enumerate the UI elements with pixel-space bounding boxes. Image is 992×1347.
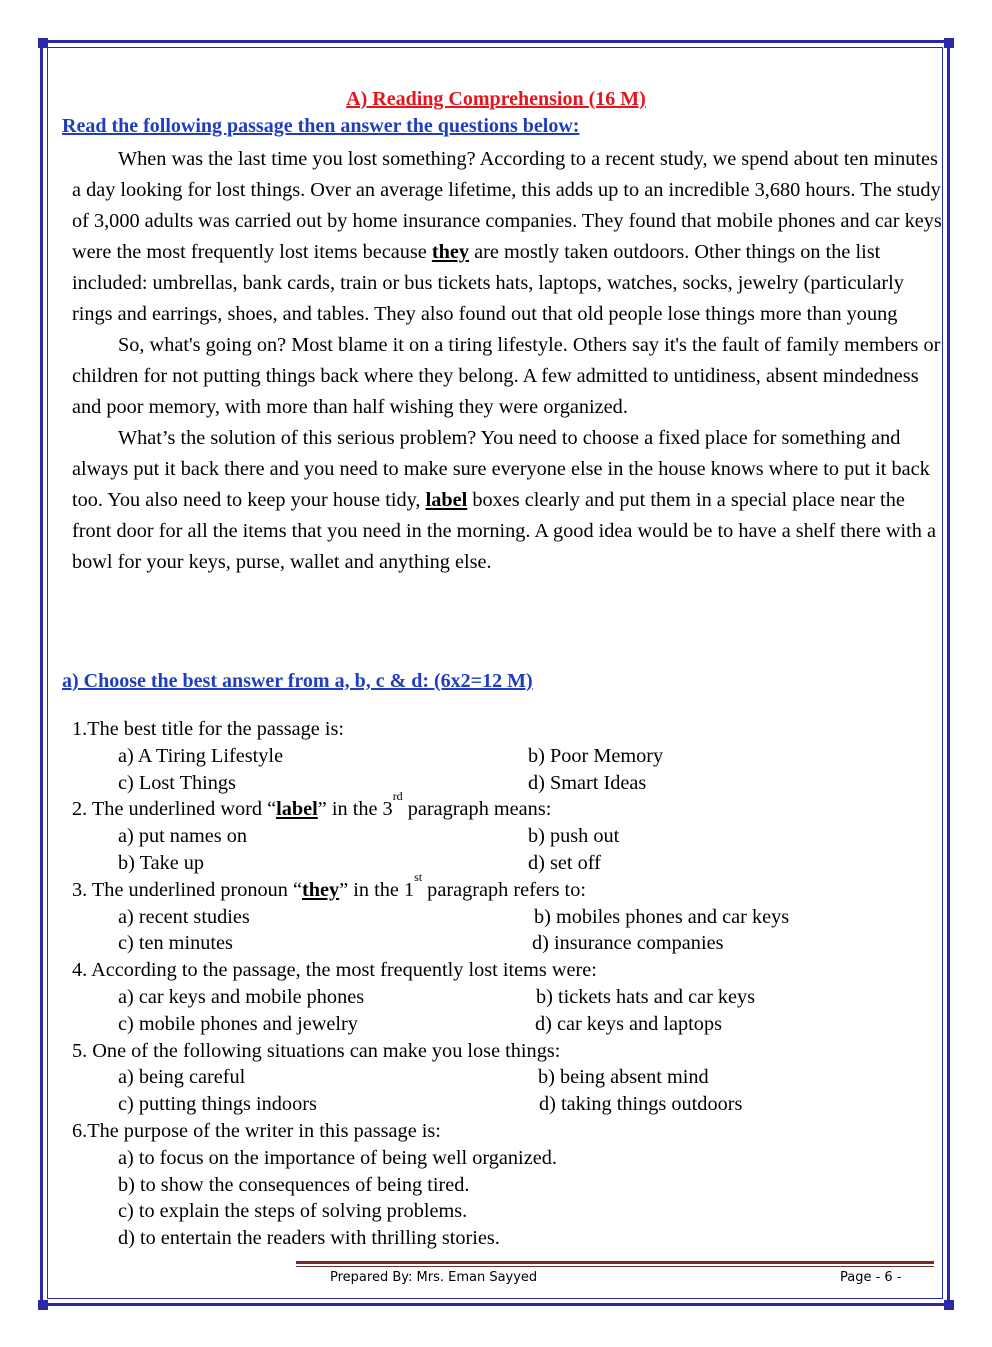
border-corner [944, 38, 954, 48]
question-5-options [72, 1091, 942, 1118]
option: b) push out [528, 825, 620, 848]
option: c) mobile phones and jewelry [118, 1012, 358, 1035]
option: a) A Tiring Lifestyle [118, 744, 284, 767]
question-1: 1.The best title for the passage is: [72, 718, 345, 740]
border-corner [944, 1300, 954, 1310]
option: d) set off [528, 851, 601, 874]
option: d) taking things outdoors [539, 1093, 743, 1116]
passage-paragraph-3: What’s the solution of this serious problem? You need to choose a fixed place for something and always put it back there and you need to make sure everyone else in the house knows where to put it back too. You also need to keep your house tidy, label boxes clearly and put them in a special place near the front door for all the items that you need in the morning. A good idea would be to have a shelf there with a bowl for your keys, purse, wallet and anything else. [72, 427, 936, 573]
option: d) car keys and laptops [535, 1012, 722, 1035]
question-3: 3. The underlined pronoun “ they ” in the 1 st paragraph refers to: [72, 869, 586, 901]
question-4: 4. According to the passage, the most frequently lost items were: [72, 959, 597, 982]
question-1-options [72, 743, 942, 770]
option: a) to focus on the importance of being well organized. [118, 1146, 557, 1169]
passage-paragraph-2: So, what's going on? Most blame it on a tiring lifestyle. Others say it's the fault of family members or children for not putting things back where they belong. A few admitted to untidiness, absent mindedness and poor memory, with more than half wishing they were organized. [72, 334, 941, 418]
option: c) to explain the steps of solving problems. [118, 1200, 468, 1223]
question-4-options [72, 984, 942, 1011]
option: d) to entertain the readers with thrilling stories. [118, 1227, 500, 1250]
option: d) Smart Ideas [528, 771, 647, 794]
question-3-options [72, 930, 942, 957]
passage-instruction: Read the following passage then answer the questions below: [62, 115, 580, 137]
underlined-word-they: they [431, 241, 470, 263]
option: b) tickets hats and car keys [536, 985, 756, 1008]
footer-divider [296, 1266, 934, 1267]
reading-passage [72, 144, 942, 578]
question-5-options [72, 1064, 942, 1091]
option: b) Take up [118, 851, 205, 874]
question-2-options [72, 850, 942, 877]
question-5: 5. One of the following situations can make you lose things: [72, 1039, 561, 1062]
questions-header: a) Choose the best answer from a, b, c & d: (6x2=12 M) [62, 670, 533, 692]
footer-page-number: Page - 6 - [840, 1270, 902, 1285]
option: a) recent studies [118, 905, 250, 928]
underlined-word-label: label [425, 489, 468, 511]
question-3-options [72, 904, 942, 931]
option: b) to show the consequences of being tired. [118, 1173, 470, 1196]
footer-divider [296, 1261, 934, 1264]
question-1-options [72, 770, 942, 797]
border-corner [38, 38, 48, 48]
option: d) insurance companies [532, 932, 724, 955]
question-6: 6.The purpose of the writer in this passage is: [72, 1119, 441, 1142]
question-2-options [72, 823, 942, 850]
question-4-options [72, 1011, 942, 1038]
question-2: 2. The underlined word “ label ” in the 3 rd paragraph means: [72, 789, 552, 821]
passage-paragraph-1: When was the last time you lost something? According to a recent study, we spend about ten minutes a day looking for lost things. Over an average lifetime, this adds up to an incredible 3,680 hours. The study of 3,000 adults was carried out by home insurance companies. They found that mobile phones and car keys were the most frequently lost items because they are mostly taken outdoors. Other things on the list included: umbrellas, bank cards, train or bus tickets hats, laptops, watches, socks, jewelry (particularly rings and earrings, shoes, and tables. They also found out that old people lose things more than young [72, 148, 942, 325]
option: c) ten minutes [118, 932, 233, 955]
border-corner [38, 1300, 48, 1310]
option: a) being careful [118, 1066, 246, 1089]
option: a) car keys and mobile phones [118, 985, 365, 1008]
option: a) put names on [118, 825, 247, 848]
section-title: A) Reading Comprehension (16 M) [346, 88, 646, 110]
questions-list [72, 716, 942, 1252]
option: c) putting things indoors [118, 1093, 317, 1116]
option: b) Poor Memory [528, 744, 664, 767]
footer-prepared-by: Prepared By: Mrs. Eman Sayyed [330, 1270, 538, 1285]
option: b) mobiles phones and car keys [534, 905, 790, 928]
option: b) being absent mind [538, 1066, 709, 1089]
option: c) Lost Things [118, 771, 236, 794]
